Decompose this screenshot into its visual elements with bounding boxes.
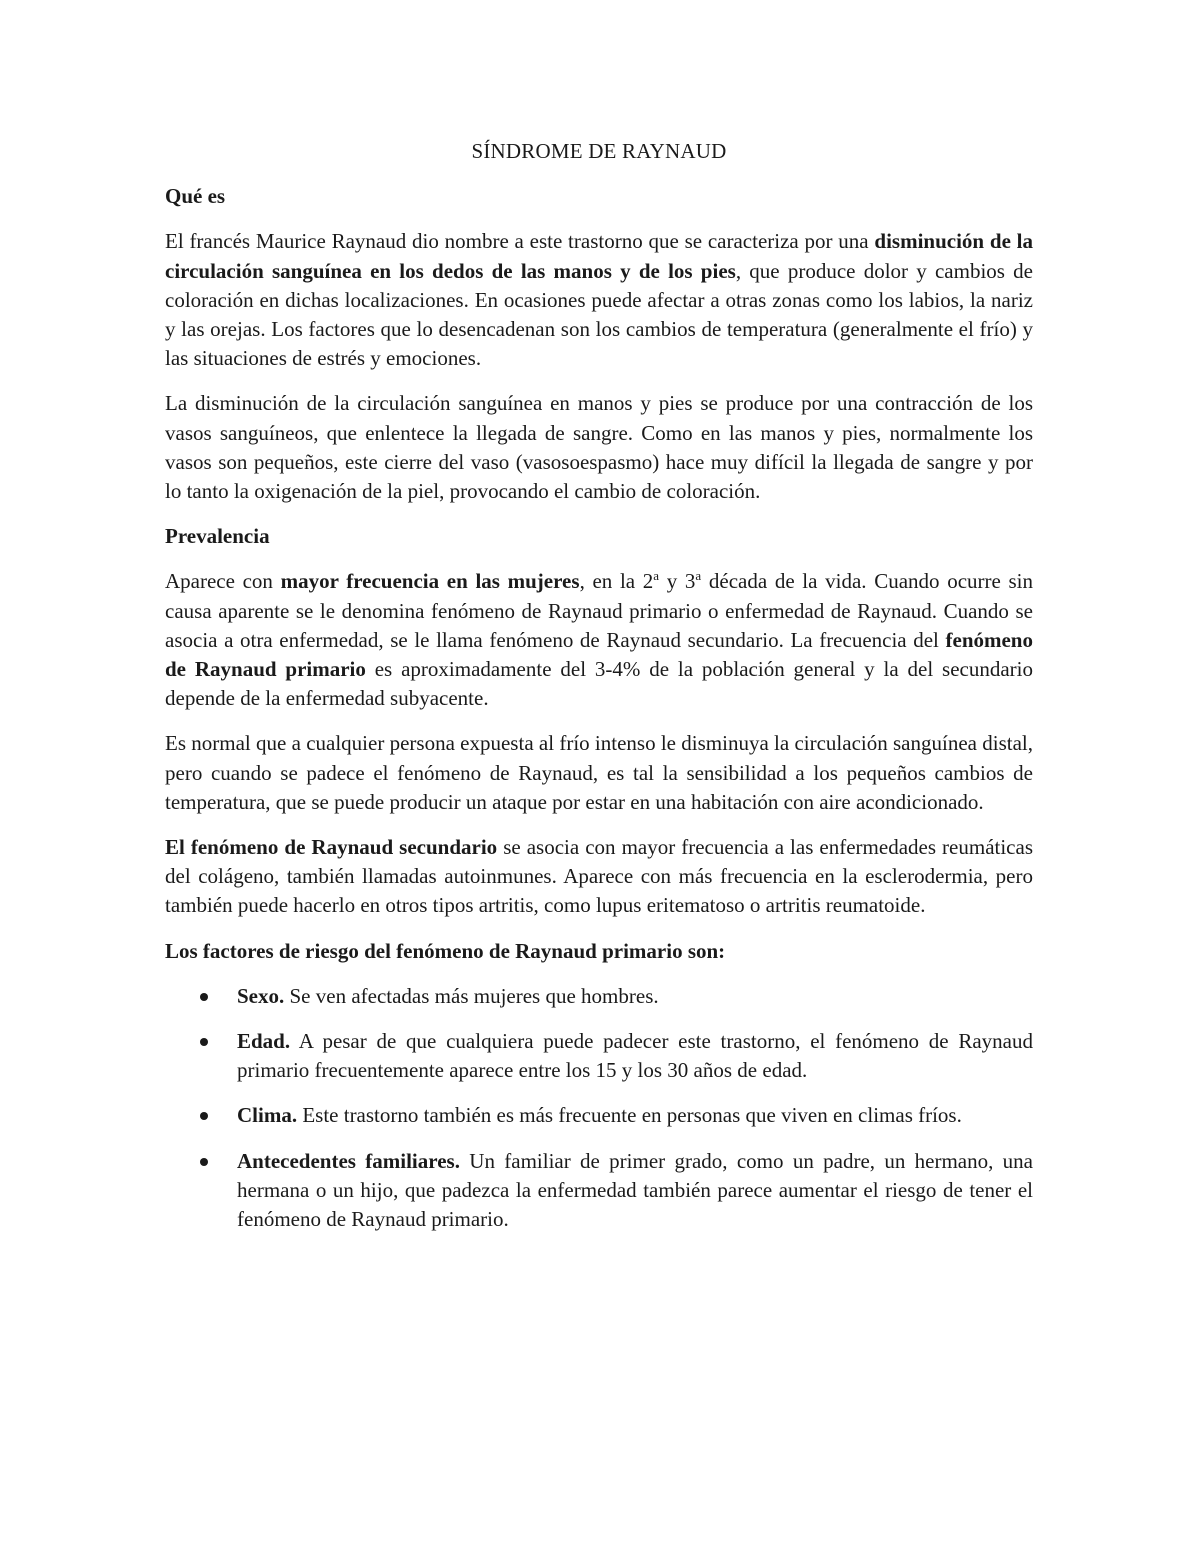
list-item-text: A pesar de que cualquiera puede padecer este trastorno, el fenómeno de Raynaud primario frecuentemente aparece entre los 15 y los 30 años de edad.	[237, 1029, 1033, 1083]
paragraph-prevalencia-3	[165, 833, 1033, 921]
bullet-icon	[200, 993, 208, 1001]
bold-run: fenómeno de Raynaud primario	[165, 627, 1033, 682]
paragraph-que-es-2: La disminución de la circulación sanguínea en manos y pies se produce por una contracción de los vasos sanguíneos, que enlentece la llegada de sangre. Como en las manos y pies, normalmente los vasos son pequeños, este cierre del vaso (vasosoespasmo) hace muy difícil la llegada de sangre y por lo tanto la oxigenación de la piel, provocando el cambio de coloración.	[165, 391, 1033, 504]
ordinal-superscript: a	[653, 568, 660, 584]
risk-factors-list	[165, 982, 1033, 1234]
bullet-icon	[200, 1112, 208, 1120]
list-item-text: Un familiar de primer grado, como un padre, un hermano, una hermana o un hijo, que padezca la enfermedad también parece aumentar el riesgo de tener el fenómeno de Raynaud primario.	[237, 1148, 1034, 1232]
list-item-label: Clima.	[237, 1103, 298, 1128]
list-item	[165, 982, 1033, 1011]
document-title: SÍNDROME DE RAYNAUD	[471, 139, 727, 163]
ordinal-superscript: a	[695, 568, 702, 584]
heading-prevalencia: Prevalencia	[165, 524, 270, 549]
list-item-label: Antecedentes familiares.	[237, 1148, 460, 1173]
list-item	[165, 1027, 1033, 1085]
text-run: Aparece con	[165, 569, 281, 594]
list-item	[165, 1101, 1033, 1130]
list-item-text: Este trastorno también es más frecuente en personas que viven en climas fríos.	[297, 1103, 962, 1128]
paragraph-prevalencia-1	[165, 567, 1033, 713]
bullet-icon	[200, 1158, 208, 1166]
text-run: década de la vida. Cuando ocurre sin causa aparente se le denomina fenómeno de Raynaud primario o enfermedad de Raynaud. Cuando se asocia a otra enfermedad, se le llama fenómeno de Raynaud secundario. La frecuencia del	[165, 569, 1034, 652]
document-page	[165, 137, 1033, 1250]
list-item-label: Edad.	[237, 1029, 291, 1054]
text-run: es aproximadamente del 3-4% de la población general y la del secundario depende de la enfermedad subyacente.	[165, 657, 1034, 711]
list-item-text: Se ven afectadas más mujeres que hombres.	[284, 983, 659, 1008]
text-run: , en la 2	[579, 569, 654, 594]
heading-factores-riesgo: Los factores de riesgo del fenómeno de Raynaud primario son:	[165, 938, 726, 963]
bold-run: mayor frecuencia en las mujeres	[280, 569, 580, 594]
text-run: y 3	[659, 569, 696, 594]
text-run: El francés Maurice Raynaud dio nombre a este trastorno que se caracteriza por una	[165, 229, 875, 254]
paragraph-prevalencia-2: Es normal que a cualquier persona expuesta al frío intenso le disminuya la circulación sanguínea distal, pero cuando se padece el fenómeno de Raynaud, es tal la sensibilidad a los pequeños cambios de temperatura, que se puede producir un ataque por estar en una habitación con aire acondicionado.	[165, 731, 1033, 814]
paragraph-que-es-1	[165, 227, 1033, 373]
heading-que-es: Qué es	[165, 184, 226, 209]
list-item	[165, 1147, 1033, 1235]
bullet-icon	[200, 1038, 208, 1046]
text-run: , que produce dolor y cambios de coloración en dichas localizaciones. En ocasiones puede afectar a otras zonas como los labios, la nariz y las orejas. Los factores que lo desencadenan son los cambios de temperatura (generalmente el frío) y las situaciones de estrés y emociones.	[165, 258, 1033, 371]
bold-run: El fenómeno de Raynaud secundario	[165, 835, 498, 860]
list-item-label: Sexo.	[237, 983, 285, 1008]
text-run: se asocia con mayor frecuencia a las enfermedades reumáticas del colágeno, también llamadas autoinmunes. Aparece con más frecuencia en la esclerodermia, pero también puede hacerlo en otros tipos artritis, como lupus eritematoso o artritis reumatoide.	[165, 835, 1033, 918]
bold-run: disminución de la circulación sanguínea en los dedos de las manos y de los pies	[165, 229, 1033, 283]
